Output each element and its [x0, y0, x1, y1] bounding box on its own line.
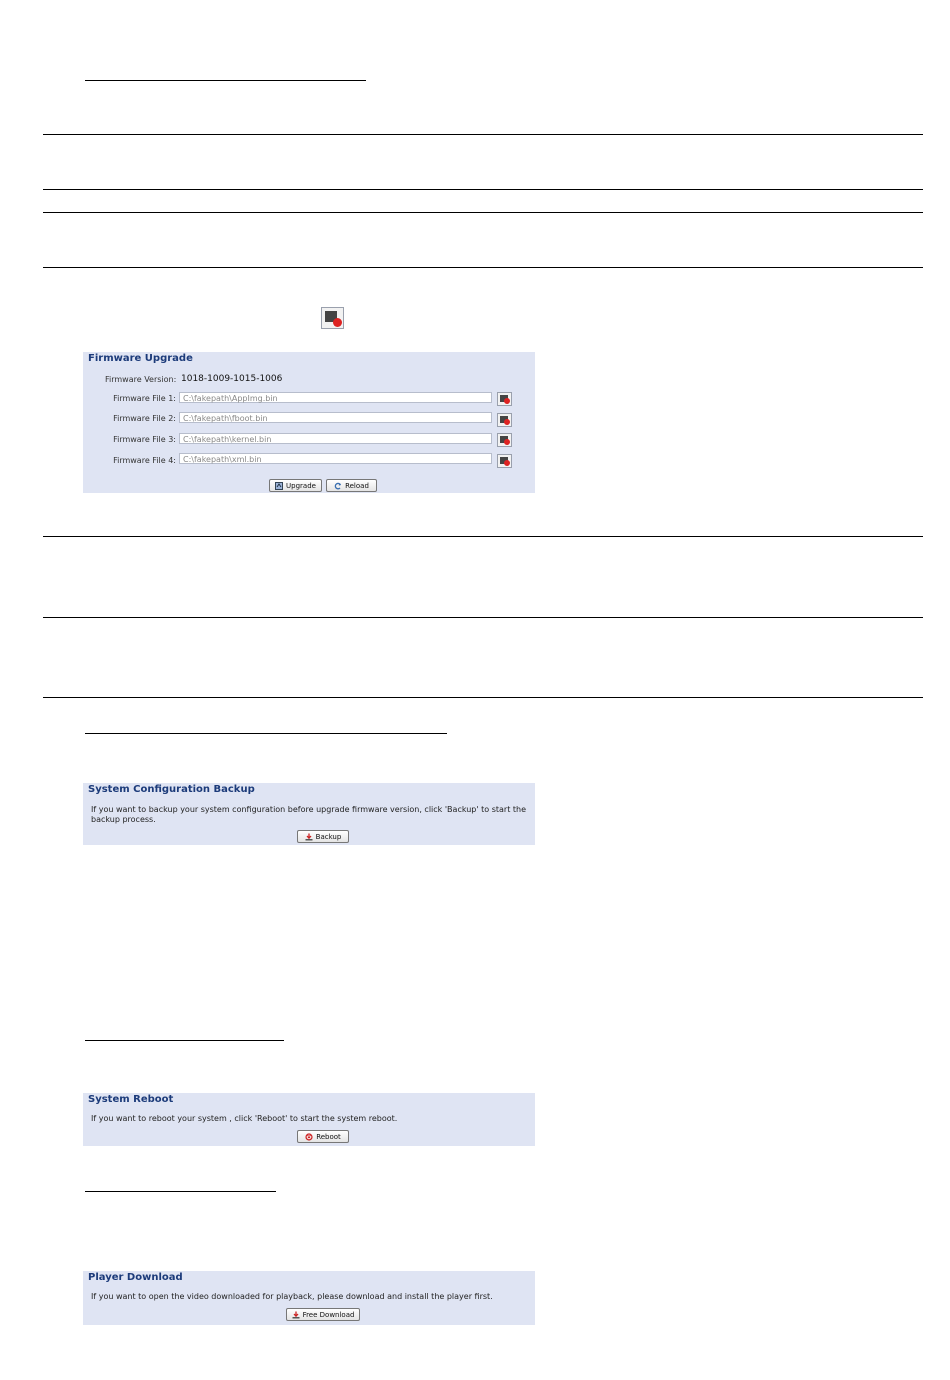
reboot-description: If you want to reboot your system , click 'Reboot' to start the system reboot.: [91, 1114, 398, 1123]
system-reboot-panel: [83, 1093, 535, 1146]
heading-underline-4: [85, 1191, 276, 1192]
browse-icon[interactable]: [497, 392, 512, 406]
firmware-file-4-input[interactable]: C:\fakepath\xml.bin: [179, 453, 492, 464]
heading-underline-1: [85, 80, 366, 81]
upgrade-icon: [275, 482, 283, 490]
reload-label: Reload: [345, 481, 369, 490]
table-rule-3: [43, 212, 923, 213]
browse-icon[interactable]: [497, 454, 512, 468]
table-rule-1: [43, 134, 923, 135]
config-backup-panel: [83, 783, 535, 845]
download-icon: [292, 1311, 300, 1319]
backup-label: Backup: [315, 832, 342, 841]
firmware-file-2-label: Firmware File 2:: [113, 414, 176, 423]
reload-button[interactable]: [326, 479, 377, 492]
firmware-upgrade-panel: [83, 352, 535, 493]
table-rule-7: [43, 697, 923, 698]
player-download-panel: [83, 1271, 535, 1325]
firmware-version-label: Firmware Version:: [105, 375, 177, 384]
firmware-file-1-label: Firmware File 1:: [113, 394, 176, 403]
reboot-button[interactable]: [297, 1130, 349, 1143]
download-description: If you want to open the video downloaded for playback, please download and install the player first.: [91, 1292, 493, 1301]
firmware-file-4-label: Firmware File 4:: [113, 456, 176, 465]
panel-title: Player Download: [88, 1272, 183, 1283]
browse-icon: [321, 307, 344, 329]
panel-title: Firmware Upgrade: [88, 353, 193, 364]
panel-title: System Reboot: [88, 1094, 174, 1105]
backup-icon: [305, 833, 313, 841]
browse-icon[interactable]: [497, 413, 512, 427]
upgrade-label: Upgrade: [286, 481, 316, 490]
firmware-file-2-input[interactable]: C:\fakepath\fboot.bin: [179, 412, 492, 423]
firmware-file-3-input[interactable]: C:\fakepath\kernel.bin: [179, 433, 492, 444]
reload-icon: [334, 482, 342, 490]
power-icon: [305, 1133, 313, 1141]
heading-underline-3: [85, 1040, 284, 1041]
firmware-file-3-label: Firmware File 3:: [113, 435, 176, 444]
free-download-label: Free Download: [302, 1310, 355, 1319]
firmware-version-value: 1018-1009-1015-1006: [181, 374, 283, 384]
backup-button[interactable]: [297, 830, 349, 843]
free-download-button[interactable]: [286, 1308, 360, 1321]
table-rule-5: [43, 536, 923, 537]
upgrade-button[interactable]: [269, 479, 322, 492]
firmware-file-1-input[interactable]: C:\fakepath\AppImg.bin: [179, 392, 492, 403]
backup-description: If you want to backup your system configuration before upgrade firmware version, click 'Backup' to start the backup process.: [91, 805, 526, 824]
table-rule-4: [43, 267, 923, 268]
table-rule-2: [43, 189, 923, 190]
table-rule-6: [43, 617, 923, 618]
panel-title: System Configuration Backup: [88, 784, 255, 795]
browse-icon[interactable]: [497, 433, 512, 447]
heading-underline-2: [85, 733, 447, 734]
reboot-label: Reboot: [316, 1132, 341, 1141]
